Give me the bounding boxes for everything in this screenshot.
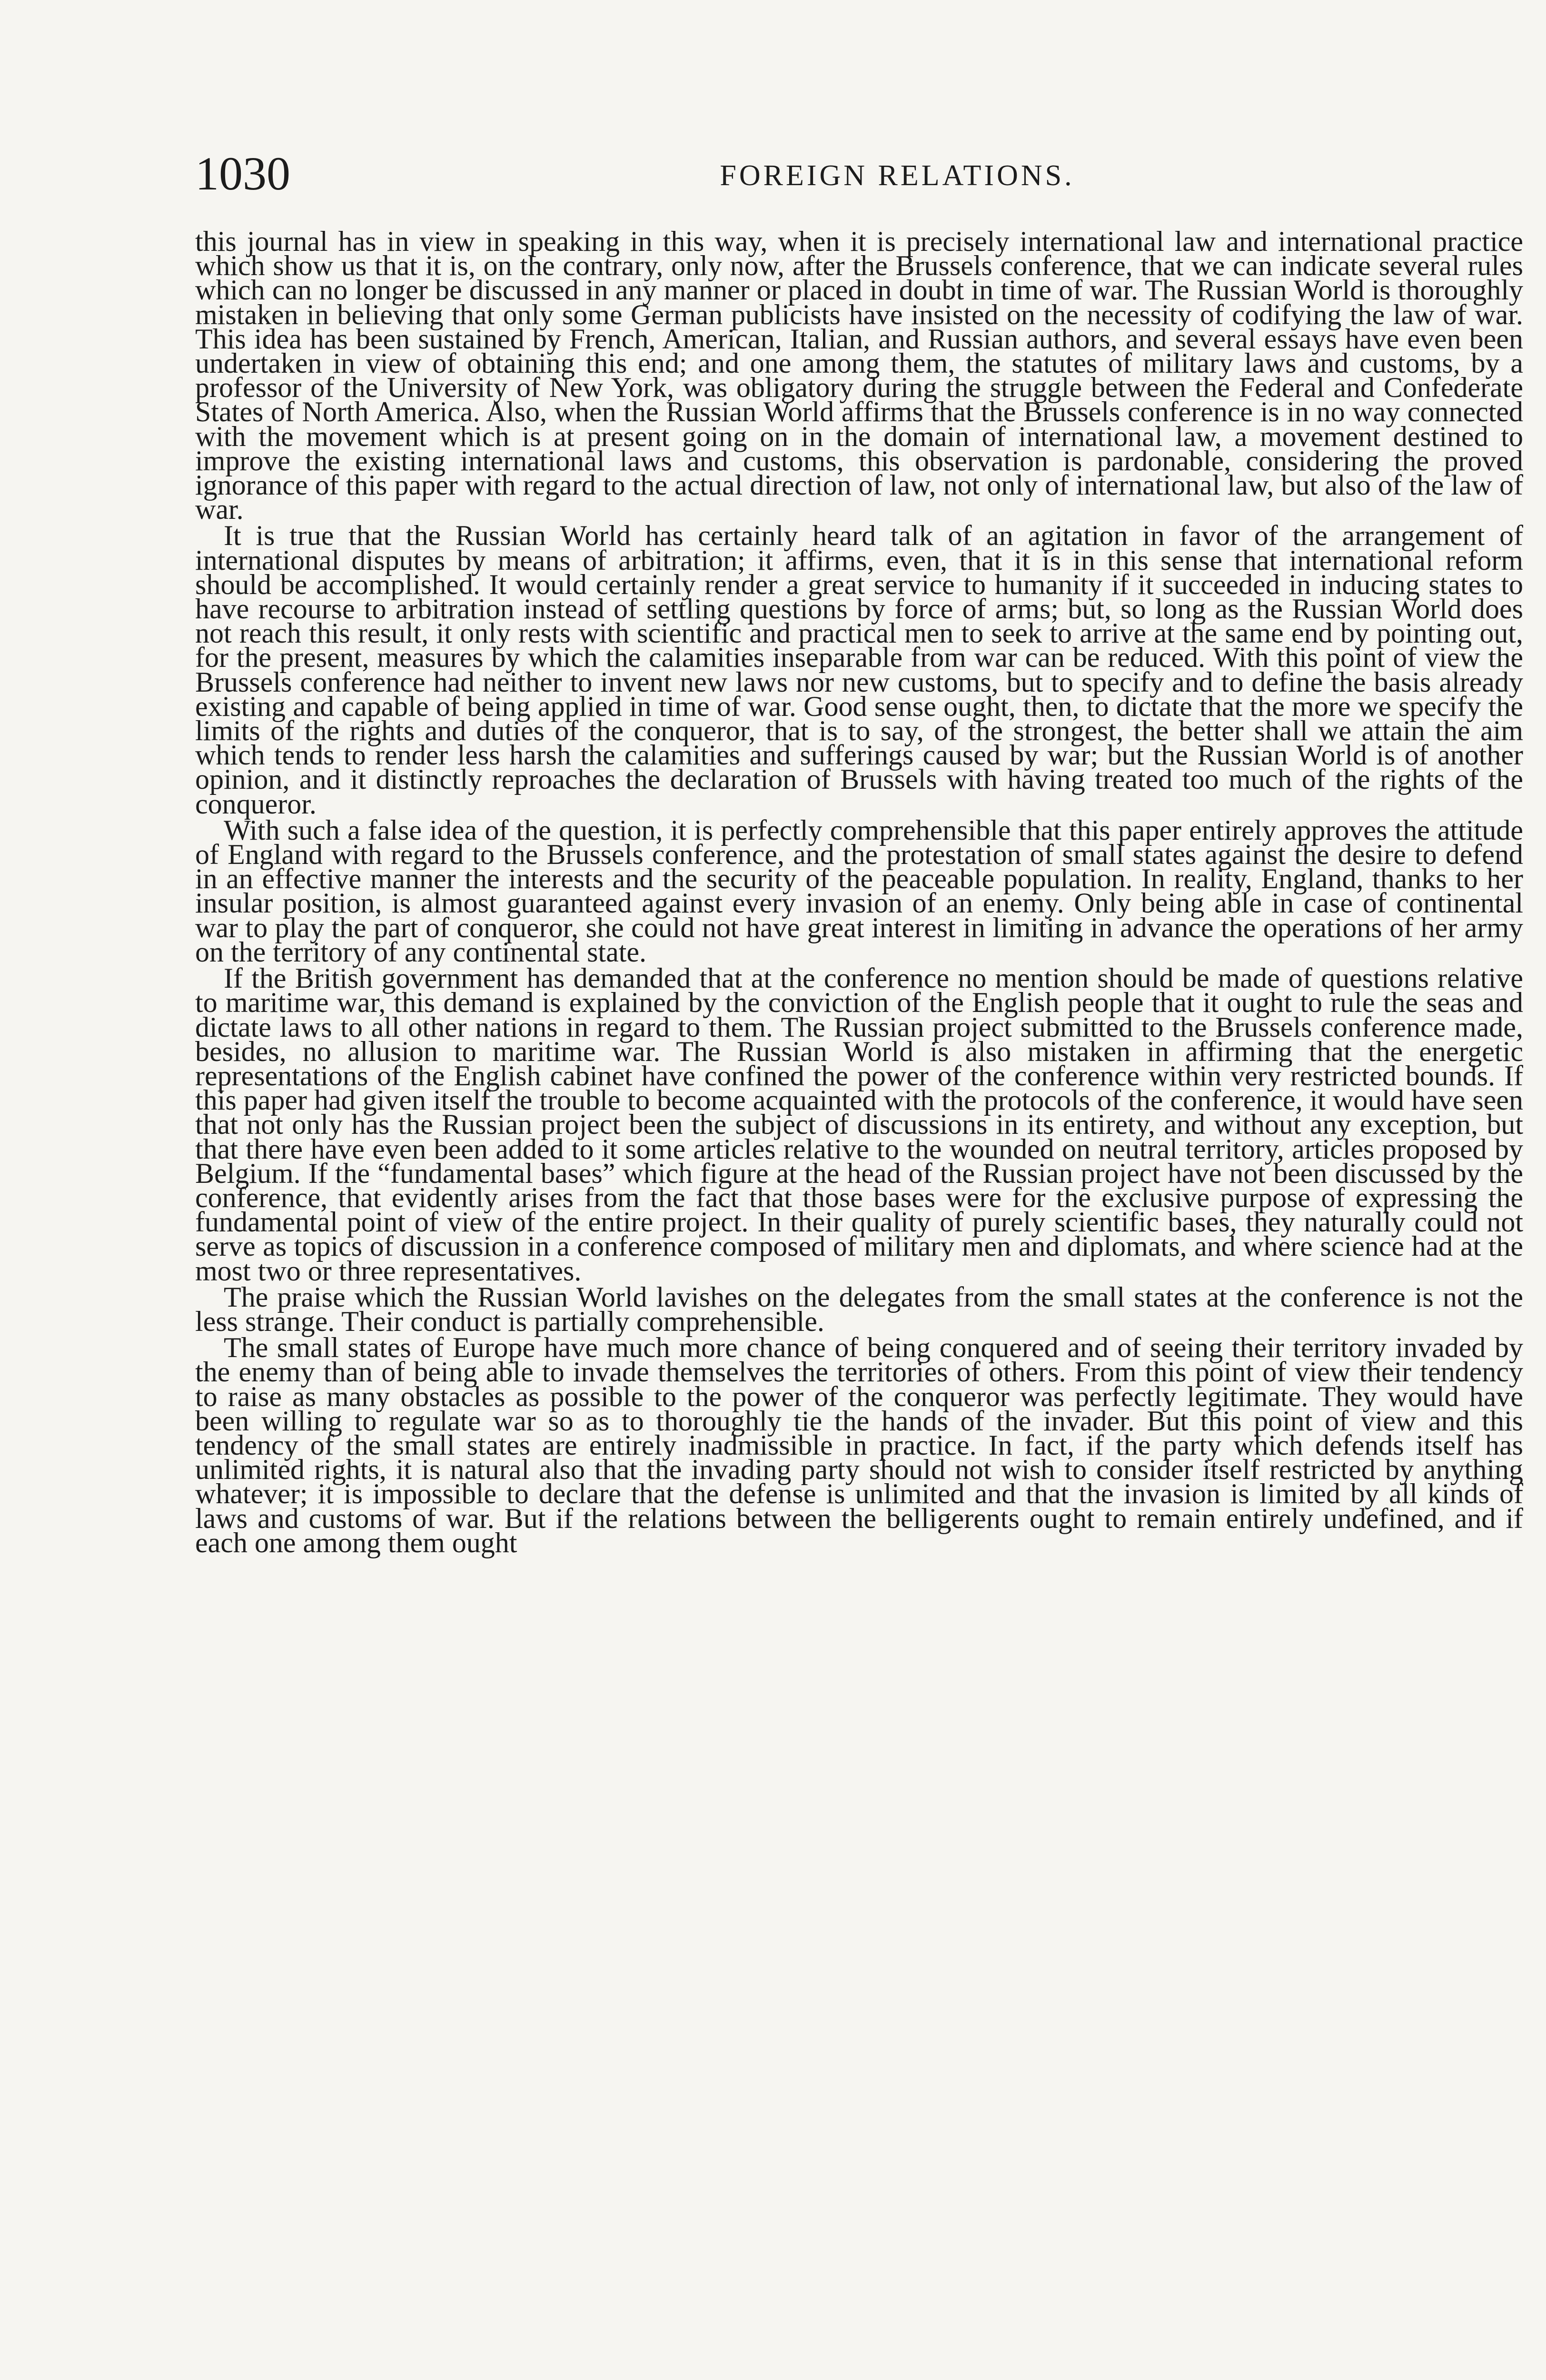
paragraph-3: With such a false idea of the question, it is perfectly comprehensible that this paper entirely approves the attitude of England with regard to the Brussels conference, and the protestation of small states against the desire to defend in an effective manner the interests and the security of the peaceable population. In reality, England, thanks to her insular position, is almost guaranteed against every invasion of an enemy. Only being able in case of continental war to play the part of conqueror, she could not have great interest in limiting in advance the operations of her army on the territory of any continental state. xyxy=(195,814,1523,968)
body-text xyxy=(195,226,1523,1558)
paragraph-1: this journal has in view in speaking in this way, when it is precisely international law and international practice which show us that it is, on the contrary, only now, after the Brussels conference, that we can indicate several rules which can no longer be discussed in any manner or placed in doubt in time of war. The Russian World is thoroughly mistaken in believing that only some German publicists have insisted on the necessity of codifying the law of war. This idea has been sustained by French, American, Italian, and Russian authors, and several essays have even been undertaken in view of obtaining this end; and one among them, the statutes of military laws and customs, by a professor of the University of New York, was obligatory during the struggle between the Federal and Confederate States of North America. Also, when the Russian World affirms that the Brussels conference is in no way connected with the movement which is at present going on in the domain of international law, a movement destined to improve the existing international laws and customs, this observation is pardonable, considering the proved ignorance of this paper with regard to the actual direction of law, not only of international law, but also of the law of war. xyxy=(195,226,1523,526)
page-number: 1030 xyxy=(195,147,290,200)
paragraph-6: The small states of Europe have much more chance of being conquered and of seeing their territory invaded by the enemy than of being able to invade themselves the territories of others. From this point of view their tendency to raise as many obstacles as possible to the power of the conqueror was perfectly legitimate. They would have been willing to regulate war so as to thoroughly tie the hands of the invader. But this point of view and this tendency of the small states are entirely inadmissible in practice. In fact, if the party which defends itself has unlimited rights, it is natural also that the invading party should not wish to consider itself restricted by anything whatever; it is impossible to declare that the defense is unlimited and that the invasion is limited by all kinds of laws and customs of war. But if the relations between the belligerents ought to remain entirely undefined, and if each one among them ought xyxy=(195,1332,1523,1558)
page-header xyxy=(195,143,1523,205)
paragraph-2: It is true that the Russian World has certainly heard talk of an agitation in favor of the arrangement of international disputes by means of arbitration; it affirms, even, that it is in this sense that international reform should be accomplished. It would certainly render a great service to humanity if it succeeded in inducing states to have recourse to arbitration instead of settling questions by force of arms; but, so long as the Russian World does not reach this result, it only rests with scientific and practical men to seek to arrive at the same end by pointing out, for the present, measures by which the calamities inseparable from war can be reduced. With this point of view the Brussels conference had neither to invent new laws nor new customs, but to specify and to define the basis already existing and capable of being applied in time of war. Good sense ought, then, to dictate that the more we specify the limits of the rights and duties of the conqueror, that is to say, of the strongest, the better shall we attain the aim which tends to render less harsh the calamities and sufferings caused by war; but the Russian World is of another opinion, and it distinctly reproaches the declaration of Brussels with having treated too much of the rights of the conqueror. xyxy=(195,520,1523,820)
running-head: FOREIGN RELATIONS. xyxy=(720,159,1075,192)
paragraph-5: The praise which the Russian World lavishes on the delegates from the small states at the conference is not the less strange. Their conduct is partially comprehensible. xyxy=(195,1281,1523,1337)
paragraph-4: If the British government has demanded that at the conference no mention should be made of questions relative to maritime war, this demand is explained by the conviction of the English people that it ought to rule the seas and dictate laws to all other nations in regard to them. The Russian project submitted to the Brussels conference made, besides, no allusion to maritime war. The Russian World is also mistaken in affirming that the energetic representations of the English cabinet have confined the power of the conference within very restricted bounds. If this paper had given itself the trouble to become acquainted with the protocols of the conference, it would have seen that not only has the Russian project been the subject of discussions in its entirety, and without any exception, but that there have even been added to it some articles relative to the wounded on neutral territory, articles proposed by Belgium. If the “fundamental bases” which figure at the head of the Russian project have not been discussed by the conference, that evidently arises from the fact that those bases were for the exclusive purpose of expressing the fundamental point of view of the entire project. In their quality of purely scientific bases, they naturally could not serve as topics of discussion in a conference composed of military men and diplomats, and where science had at the most two or three representatives. xyxy=(195,962,1523,1287)
